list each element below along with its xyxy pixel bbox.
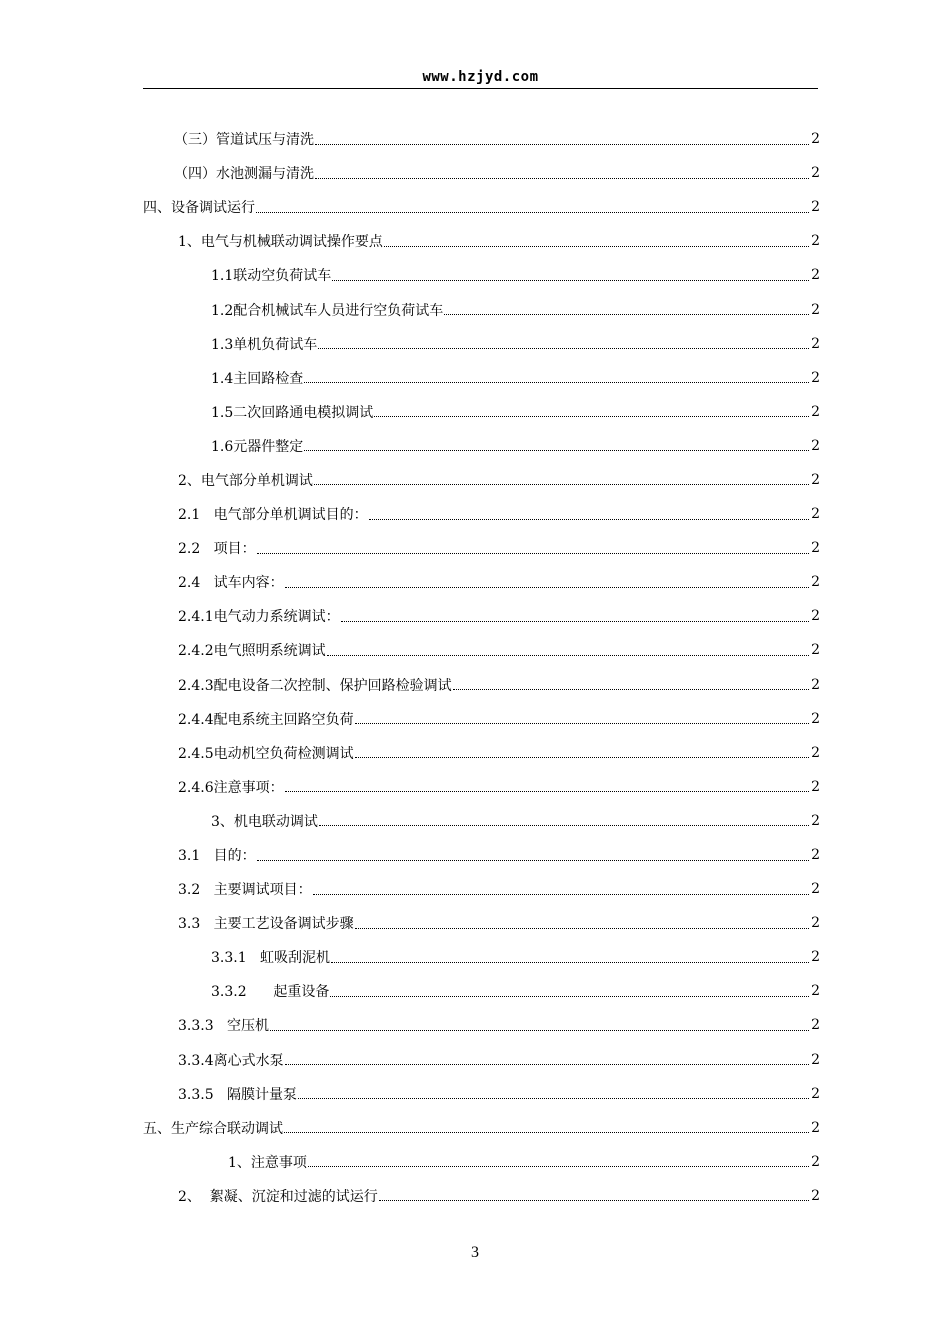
toc-entry[interactable] [143, 736, 820, 770]
toc-leader-dots [355, 723, 809, 724]
toc-entry-page: 2 [811, 915, 820, 932]
toc-entry-page: 2 [811, 710, 820, 727]
toc-leader-dots [285, 587, 809, 588]
toc-entry-page: 2 [811, 881, 820, 898]
toc-leader-dots [315, 178, 809, 179]
toc-entry-label: 1.4主回路检查 [211, 370, 304, 387]
toc-entry[interactable] [143, 702, 820, 736]
toc-entry-label: 2.4.3配电设备二次控制、保护回路检验调试 [178, 677, 452, 694]
toc-entry[interactable] [143, 1077, 820, 1111]
toc-entry-label: 3.3.3 空压机 [178, 1018, 269, 1035]
toc-entry-label: 2.2 项目： [178, 541, 256, 558]
toc-entry-page: 2 [811, 608, 820, 625]
toc-entry-page: 2 [811, 949, 820, 966]
toc-entry-page: 2 [811, 369, 820, 386]
toc-leader-dots [314, 484, 809, 485]
toc-entry-label: 3.3.4离心式水泵 [178, 1052, 284, 1069]
toc-leader-dots [256, 212, 809, 213]
toc-entry-page: 2 [811, 812, 820, 829]
toc-entry-page: 2 [811, 1187, 820, 1204]
toc-entry[interactable] [143, 258, 820, 292]
toc-entry[interactable] [143, 156, 820, 190]
toc-entry-page: 2 [811, 437, 820, 454]
toc-entry[interactable] [143, 122, 820, 156]
toc-entry-label: 3.2 主要调试项目： [178, 882, 312, 899]
toc-leader-dots [257, 553, 809, 554]
header-site-url: www.hzjyd.com [422, 69, 539, 85]
toc-entry-label: （四）水池测漏与清洗 [174, 166, 314, 183]
toc-entry-page: 2 [811, 540, 820, 557]
toc-entry-label: 1.5二次回路通电模拟调试 [211, 404, 374, 421]
toc-leader-dots [327, 655, 809, 656]
toc-entry[interactable] [143, 668, 820, 702]
toc-entry-label: （三）管道试压与清洗 [174, 132, 314, 149]
toc-entry-page: 2 [811, 233, 820, 250]
toc-leader-dots [318, 348, 809, 349]
toc-entry[interactable] [143, 1043, 820, 1077]
toc-entry-label: 3.1 目的： [178, 848, 256, 865]
toc-entry-page: 2 [811, 1153, 820, 1170]
toc-leader-dots [453, 689, 809, 690]
toc-entry-page: 2 [811, 199, 820, 216]
toc-leader-dots [304, 382, 809, 383]
toc-entry-label: 2、 絮凝、沉淀和过滤的试运行 [178, 1188, 378, 1205]
toc-entry-label: 3.3.1 虹吸刮泥机 [211, 950, 330, 967]
toc-entry-label: 3.3.2 起重设备 [211, 984, 330, 1001]
toc-leader-dots [332, 280, 809, 281]
toc-entry-label: 2.1 电气部分单机调试目的： [178, 507, 368, 524]
toc-entry-page: 2 [811, 847, 820, 864]
toc-entry[interactable] [143, 327, 820, 361]
toc-leader-dots [315, 144, 809, 145]
toc-leader-dots [341, 621, 809, 622]
toc-entry-label: 2.4 试车内容： [178, 575, 284, 592]
toc-leader-dots [304, 450, 809, 451]
toc-entry[interactable] [143, 190, 820, 224]
toc-entry-label: 3.3.5 隔膜计量泵 [178, 1086, 297, 1103]
toc-entry-label: 1、注意事项 [228, 1154, 307, 1171]
toc-entry-page: 2 [811, 983, 820, 1000]
toc-entry-page: 2 [811, 574, 820, 591]
toc-leader-dots [319, 825, 809, 826]
toc-entry-page: 2 [811, 1051, 820, 1068]
toc-leader-dots [284, 1132, 809, 1133]
toc-entry-label: 1、电气与机械联动调试操作要点 [178, 234, 383, 251]
toc-leader-dots [298, 1098, 809, 1099]
toc-leader-dots [374, 416, 809, 417]
toc-entry-page: 2 [811, 506, 820, 523]
toc-entry-page: 2 [811, 676, 820, 693]
toc-entry-label: 2.4.1电气动力系统调试： [178, 609, 340, 626]
toc-entry[interactable] [143, 940, 820, 974]
toc-entry-label: 2、电气部分单机调试 [178, 472, 313, 489]
toc-leader-dots [308, 1166, 809, 1167]
toc-entry[interactable] [143, 906, 820, 940]
page-number: 3 [471, 1244, 479, 1261]
toc-entry-page: 2 [811, 165, 820, 182]
toc-entry-label: 2.4.4配电系统主回路空负荷 [178, 711, 354, 728]
toc-entry[interactable] [143, 361, 820, 395]
toc-entry-label: 2.4.6注意事项： [178, 779, 284, 796]
toc-entry[interactable] [143, 497, 820, 531]
toc-leader-dots [331, 962, 809, 963]
toc-entry[interactable] [143, 429, 820, 463]
toc-entry-label: 五、生产综合联动调试 [143, 1120, 283, 1137]
toc-entry[interactable] [143, 1145, 820, 1179]
toc-entry-page: 2 [811, 1085, 820, 1102]
toc-leader-dots [384, 246, 809, 247]
toc-entry[interactable] [143, 804, 820, 838]
toc-entry[interactable] [143, 395, 820, 429]
toc-entry[interactable] [143, 1179, 820, 1213]
page-header [143, 66, 818, 89]
toc-entry[interactable] [143, 565, 820, 599]
toc-entry-page: 2 [811, 301, 820, 318]
toc-entry-page: 2 [811, 778, 820, 795]
table-of-contents [143, 122, 820, 1213]
toc-entry[interactable] [143, 292, 820, 326]
toc-leader-dots [285, 1064, 809, 1065]
toc-leader-dots [369, 519, 809, 520]
toc-leader-dots [270, 1030, 809, 1031]
toc-entry[interactable] [143, 463, 820, 497]
toc-entry-label: 1.2配合机械试车人员进行空负荷试车 [211, 302, 444, 319]
toc-entry-page: 2 [811, 744, 820, 761]
toc-entry-label: 四、设备调试运行 [143, 200, 255, 217]
toc-entry-label: 2.4.5电动机空负荷检测调试 [178, 745, 354, 762]
toc-entry[interactable] [143, 872, 820, 906]
toc-entry-page: 2 [811, 642, 820, 659]
toc-leader-dots [257, 860, 809, 861]
toc-entry[interactable] [143, 633, 820, 667]
toc-entry-label: 1.3单机负荷试车 [211, 336, 318, 353]
toc-entry[interactable] [143, 531, 820, 565]
toc-entry-page: 2 [811, 1119, 820, 1136]
toc-leader-dots [330, 996, 809, 997]
toc-leader-dots [313, 894, 809, 895]
toc-leader-dots [444, 314, 809, 315]
toc-entry[interactable] [143, 770, 820, 804]
toc-entry-label: 3、机电联动调试 [211, 813, 318, 830]
toc-entry[interactable] [143, 599, 820, 633]
toc-entry-label: 2.4.2电气照明系统调试 [178, 643, 326, 660]
toc-entry-label: 3.3 主要工艺设备调试步骤 [178, 916, 354, 933]
toc-leader-dots [355, 757, 809, 758]
toc-leader-dots [379, 1200, 809, 1201]
toc-entry-page: 2 [811, 131, 820, 148]
toc-entry-page: 2 [811, 471, 820, 488]
toc-entry[interactable] [143, 1008, 820, 1042]
toc-entry-label: 1.6元器件整定 [211, 438, 304, 455]
toc-entry-page: 2 [811, 403, 820, 420]
toc-entry-page: 2 [811, 335, 820, 352]
toc-entry[interactable] [143, 224, 820, 258]
toc-leader-dots [285, 791, 809, 792]
toc-entry[interactable] [143, 974, 820, 1008]
toc-entry[interactable] [143, 1111, 820, 1145]
toc-leader-dots [355, 928, 809, 929]
toc-entry-page: 2 [811, 267, 820, 284]
toc-entry-page: 2 [811, 1017, 820, 1034]
toc-entry-label: 1.1联动空负荷试车 [211, 268, 332, 285]
toc-entry[interactable] [143, 838, 820, 872]
